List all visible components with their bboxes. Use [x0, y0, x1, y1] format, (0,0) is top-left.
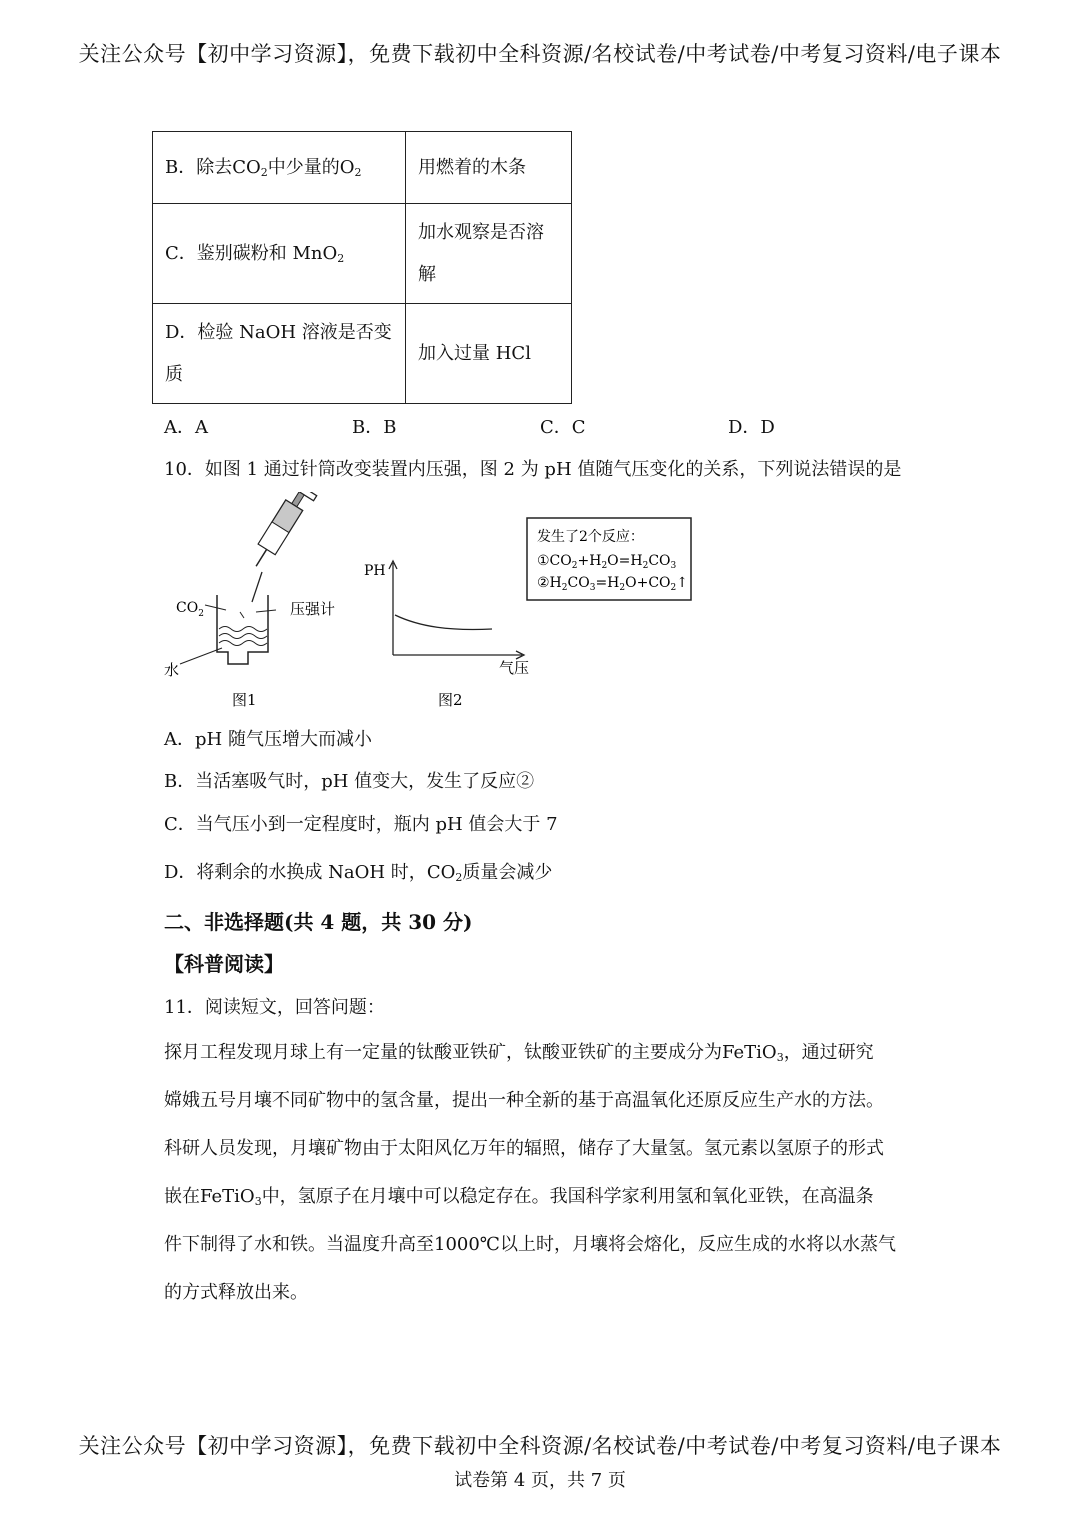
passage-line: 的方式释放出来。 [164, 1282, 308, 1303]
promo-banner-top: 关注公众号【初中学习资源】，免费下载初中全科资源/名校试卷/中考试卷/中考复习资料/电子课本 [78, 42, 1002, 66]
table-cell: 用燃着的木条 [406, 132, 572, 204]
table-row [153, 204, 572, 304]
water-label: 水 [164, 661, 180, 679]
section-subheading: 【科普阅读】 [164, 952, 284, 976]
table-row [153, 304, 572, 404]
reaction-box-title: 发生了2个反应： [537, 529, 644, 545]
table-cell: D．检验 NaOH 溶液是否变 质 [153, 304, 406, 404]
promo-banner-bottom: 关注公众号【初中学习资源】，免费下载初中全科资源/名校试卷/中考试卷/中考复习资料/电子课本 [78, 1434, 1002, 1458]
passage-line: 科研人员发现，月壤矿物由于太阳风亿万年的辐照，储存了大量氢。氢元素以氢原子的形式 [164, 1138, 884, 1159]
passage-line: 嵌在FeTiO$_3$中，氢原子在月壤中可以稳定存在。我国科学家利用氢和氧化亚铁，在高温条 [164, 1186, 874, 1208]
table-cell: 加入过量 HCl [406, 304, 572, 404]
choice-a: A．A [164, 417, 208, 438]
page-number: 试卷第 4 页，共 7 页 [454, 1470, 626, 1491]
option-c: C．当气压小到一定程度时，瓶内 pH 值会大于 7 [164, 814, 558, 835]
choice-d: D．D [728, 417, 775, 438]
table-cell: 加水观察是否溶 解 [406, 204, 572, 304]
q9-choices [164, 413, 864, 439]
option-a: A．pH 随气压增大而减小 [164, 729, 372, 750]
q10-stem: 10．如图 1 通过针筒改变装置内压强，图 2 为 pH 值随气压变化的关系，下列说法错误的是 [164, 459, 902, 480]
reading-passage [164, 1029, 944, 1317]
figure-1-caption: 图1 [232, 691, 257, 709]
choice-c: C．C [540, 417, 586, 438]
ph-curve [395, 615, 492, 629]
figure-1 [160, 492, 360, 712]
table-row [153, 132, 572, 204]
passage-line: 件下制得了水和铁。当温度升高至1000℃以上时，月壤将会熔化，反应生成的水将以水蒸气 [164, 1234, 896, 1255]
options-table [152, 131, 572, 404]
y-axis-label: PH [364, 563, 386, 579]
option-d: D．将剩余的水换成 NaOH 时，$CO_2$质量会减少 [164, 862, 553, 884]
option-b: B．当活塞吸气时，pH 值变大，发生了反应② [164, 771, 535, 792]
co2-label: $CO_2$ [176, 600, 204, 619]
gauge-label: 压强计 [290, 600, 336, 618]
passage-line: 探月工程发现月球上有一定量的钛酸亚铁矿，钛酸亚铁矿的主要成分为FeTiO$_3$，通过研究 [164, 1042, 874, 1064]
figure-2-caption: 图2 [438, 691, 463, 709]
reaction-2: $②H_2CO_3=H_2O+CO_2↑$ [537, 575, 688, 593]
choice-b: B．B [352, 417, 397, 438]
reaction-1: $①CO_2+H_2O=H_2CO_3$ [537, 553, 677, 571]
q11-stem: 11．阅读短文，回答问题： [164, 997, 385, 1018]
syringe-icon [244, 492, 316, 574]
passage-line: 嫦娥五号月壤不同矿物中的氢含量，提出一种全新的基于高温氧化还原反应生产水的方法。 [164, 1090, 884, 1111]
table-cell: C．鉴别碳粉和 MnO$_2$ [153, 204, 406, 304]
figure-2 [360, 555, 540, 715]
table-cell: B．除去$CO_2$中少量的$O_2$ [153, 132, 406, 204]
x-axis-label: 气压 [499, 659, 530, 677]
reaction-box [526, 517, 694, 603]
section-heading: 二、非选择题(共 4 题，共 30 分) [164, 910, 473, 934]
